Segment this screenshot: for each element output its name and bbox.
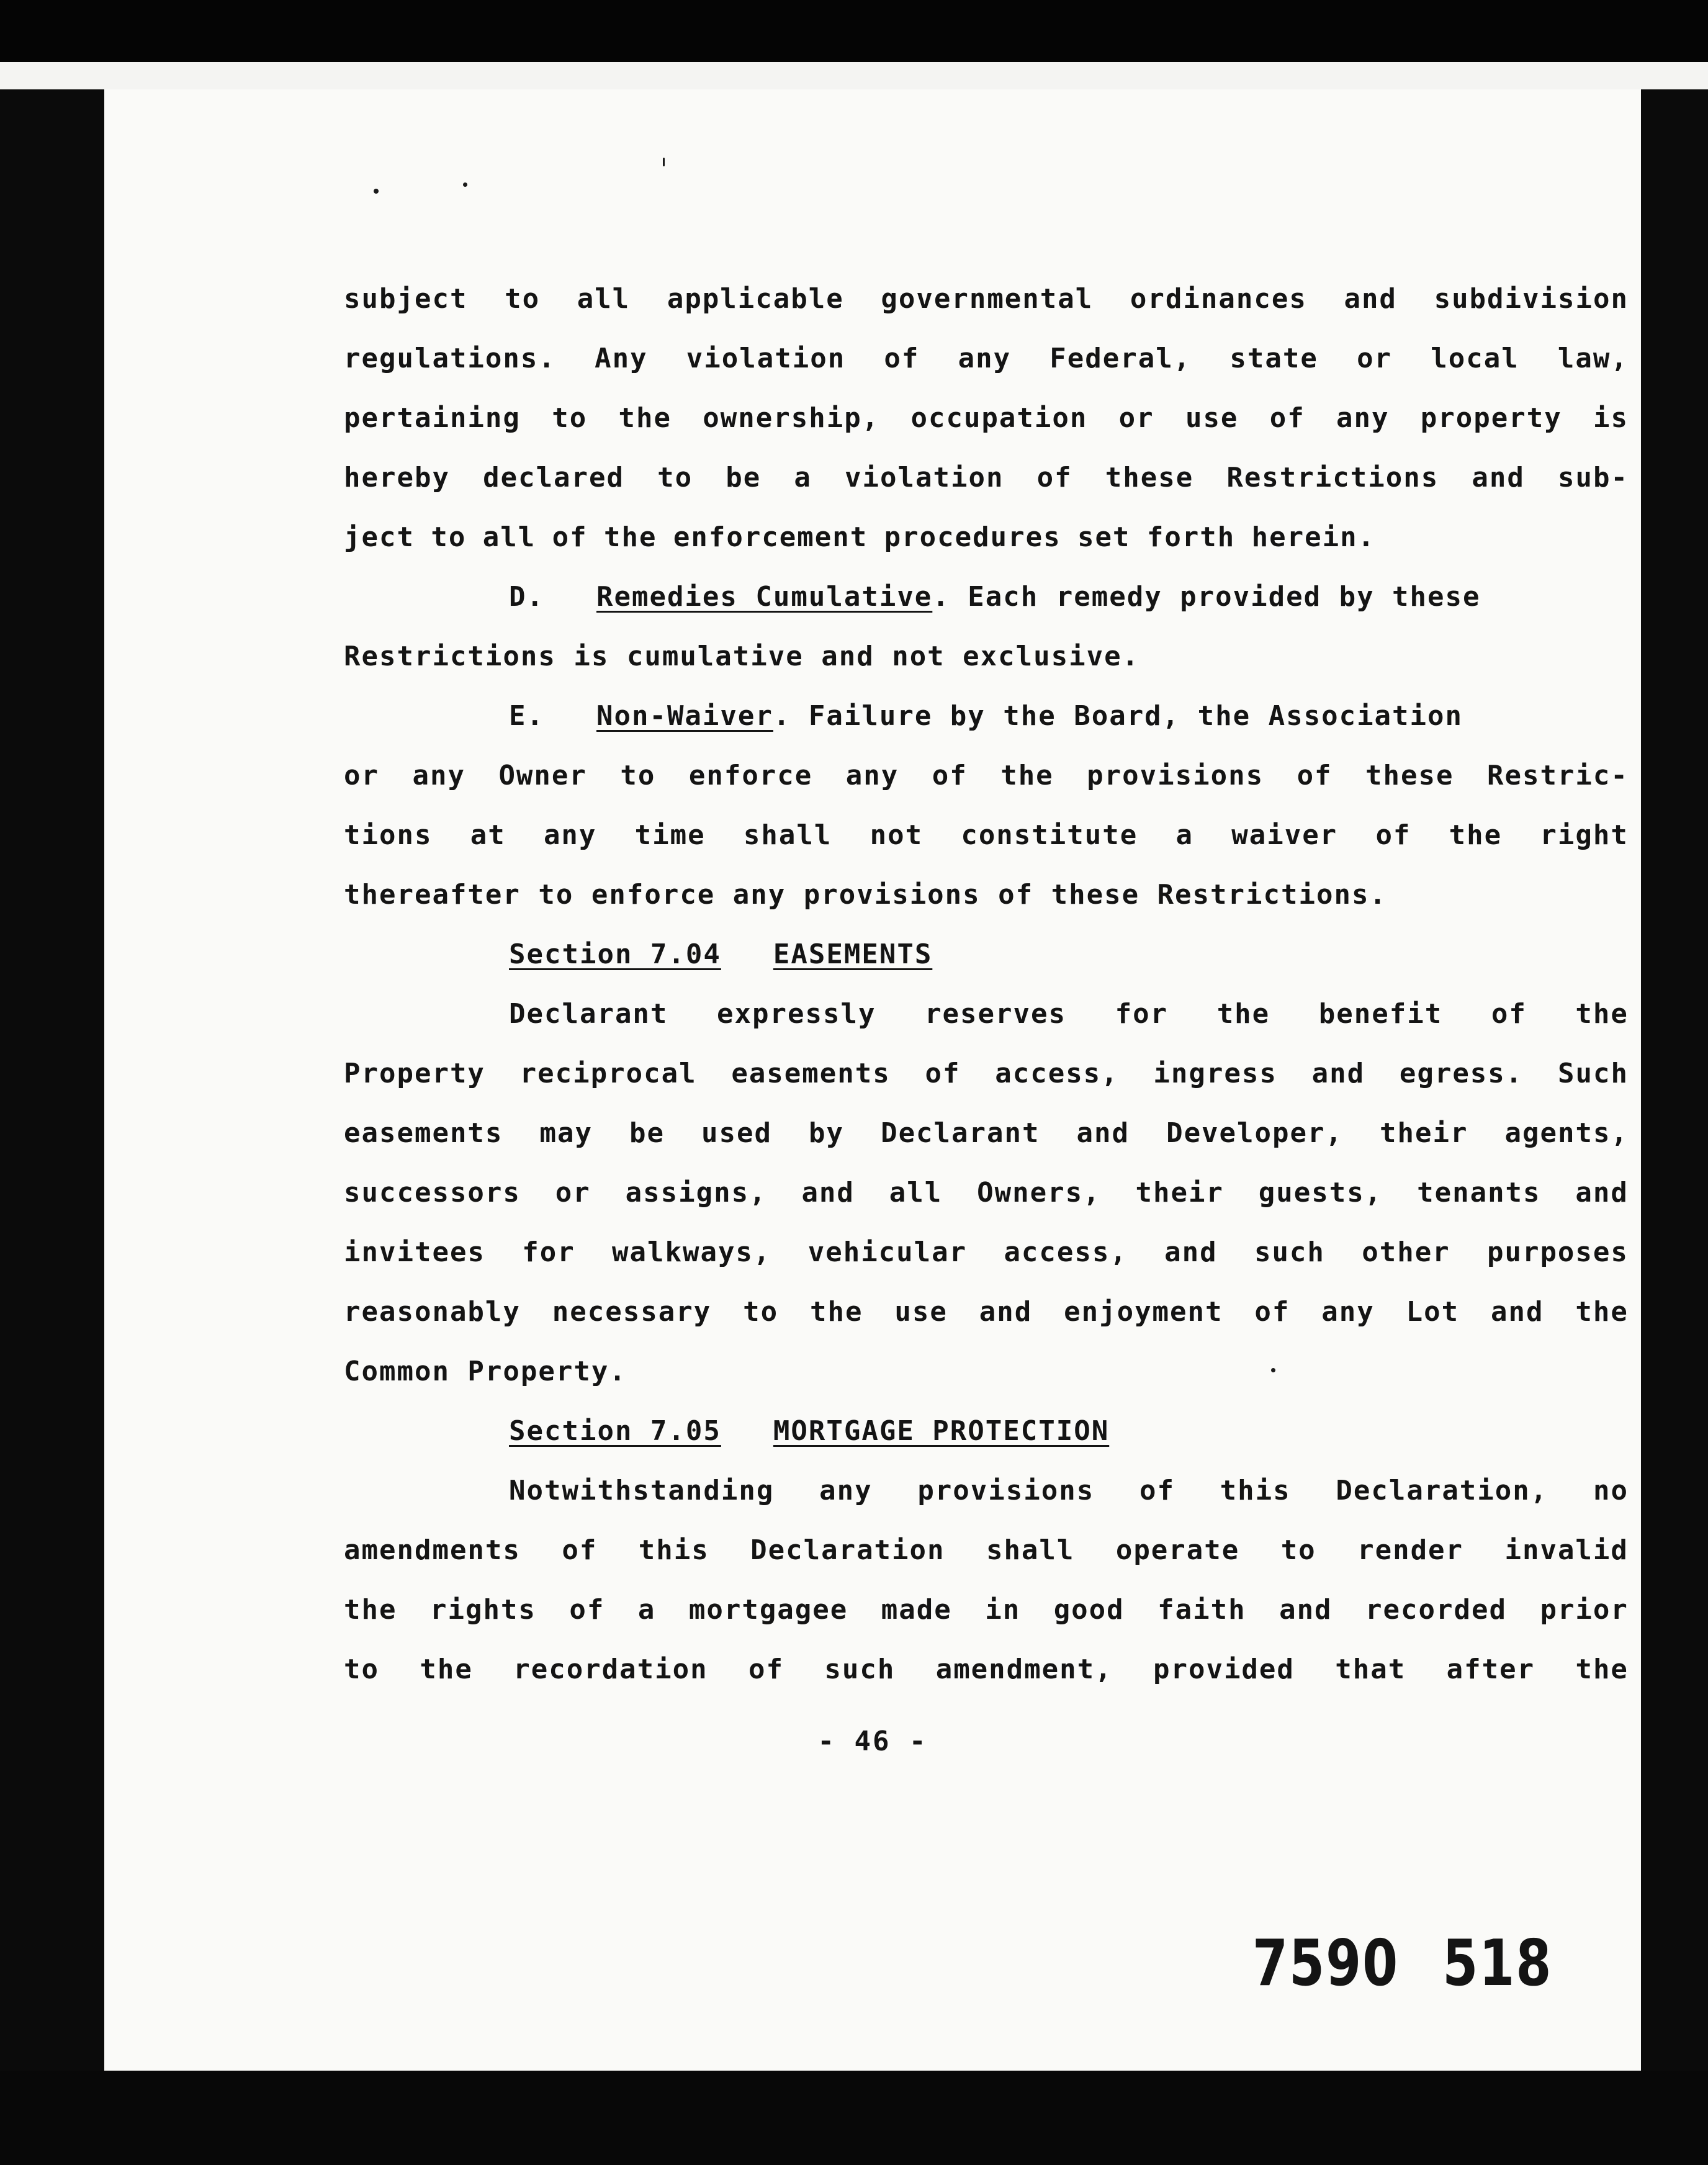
word: hereby [344, 462, 450, 493]
word: of [1375, 819, 1411, 851]
word: and [1279, 1594, 1333, 1626]
word: Such [1558, 1058, 1629, 1089]
word: prior [1540, 1594, 1629, 1626]
word: vehicular [807, 1236, 968, 1268]
word: right [1540, 819, 1629, 851]
word: the [1449, 819, 1503, 851]
word: provisions [1087, 760, 1264, 791]
word: Developer, [1166, 1117, 1343, 1149]
word: and [1076, 1117, 1130, 1149]
section-d-title: Remedies Cumulative [596, 581, 933, 613]
word: Lot [1406, 1296, 1460, 1328]
word: successors [344, 1177, 521, 1209]
text-line [344, 1580, 1629, 1640]
word: recorded [1365, 1594, 1507, 1626]
word: this [1220, 1475, 1291, 1506]
word: Declarant [881, 1117, 1040, 1149]
section-d-second-line [344, 627, 1629, 686]
text-line [344, 329, 1629, 389]
word: property [1420, 402, 1562, 434]
section-704-last-line [344, 1342, 1629, 1402]
word: other [1362, 1236, 1450, 1268]
word: enjoyment [1064, 1296, 1223, 1328]
word: or [1357, 343, 1393, 374]
word: access, [1004, 1236, 1128, 1268]
text-line [344, 389, 1629, 448]
word: to [344, 1654, 379, 1685]
word: of [1297, 760, 1333, 791]
word: the [420, 1654, 473, 1685]
scan-top-band [0, 62, 1708, 89]
word: egress. [1399, 1058, 1524, 1089]
word: forth [1146, 521, 1236, 553]
word: Any [595, 343, 648, 374]
word: occupation [910, 402, 1088, 434]
word: enforcement [673, 521, 868, 553]
word: of [569, 1594, 605, 1626]
word: applicable [667, 283, 844, 315]
word: the [603, 521, 657, 553]
word: Restric- [1486, 760, 1629, 791]
word: law, [1557, 343, 1629, 374]
word: the [1000, 760, 1054, 791]
word: provided [1153, 1654, 1295, 1685]
word: and [1344, 283, 1397, 315]
scan-top-border [0, 0, 1708, 62]
word: Owners, [977, 1177, 1101, 1209]
section-704-title: EASEMENTS [773, 938, 933, 970]
word: a [1175, 819, 1193, 851]
word: reasonably [344, 1296, 521, 1328]
word: easements [344, 1117, 503, 1149]
word: violation [686, 343, 846, 374]
text-line [344, 984, 1629, 1044]
word: governmental [881, 283, 1094, 315]
word: the [1575, 998, 1629, 1030]
word: amendment, [935, 1654, 1113, 1685]
word: sub- [1557, 462, 1629, 493]
word: Notwithstanding [509, 1475, 775, 1506]
word: guests, [1258, 1177, 1383, 1209]
stamp-page-number: 518 [1442, 1927, 1553, 2001]
word: any [819, 1475, 873, 1506]
word: easements [731, 1058, 891, 1089]
word: pertaining [344, 402, 521, 434]
text-line [344, 746, 1629, 806]
section-e-title: Non-Waiver [596, 700, 773, 732]
word: any [958, 343, 1012, 374]
word: ownership, [703, 402, 880, 434]
word: and [979, 1296, 1033, 1328]
word: the [1575, 1296, 1629, 1328]
word: any [412, 760, 465, 791]
section-704-first-line [344, 984, 1629, 1044]
word: to [657, 462, 693, 493]
word: expressly [717, 998, 876, 1030]
section-704-lines [344, 1044, 1629, 1342]
section-e-line1-rest: . Failure by the Board, the Association [773, 700, 1463, 732]
word: to [505, 283, 541, 315]
word: procedures [884, 521, 1061, 553]
stamp-book-number: 7590 [1252, 1927, 1400, 2001]
word: these [1105, 462, 1194, 493]
word: violation [845, 462, 1004, 493]
word: of [1269, 402, 1305, 434]
word: ject [344, 521, 415, 553]
word: reserves [925, 998, 1066, 1030]
word: to [552, 402, 588, 434]
word: of [932, 760, 968, 791]
word: constitute [961, 819, 1138, 851]
text-line [344, 1282, 1629, 1342]
word: their [1135, 1177, 1224, 1209]
word: Owner [498, 760, 587, 791]
word: of [925, 1058, 961, 1089]
word: be [629, 1117, 665, 1149]
word: operate [1115, 1534, 1240, 1566]
section-705-first-line [344, 1461, 1629, 1521]
word: all [889, 1177, 943, 1209]
section-704-number: Section 7.04 [509, 938, 721, 970]
word: to [1280, 1534, 1316, 1566]
word: mortgagee [688, 1594, 848, 1626]
word: may [539, 1117, 593, 1149]
word: waiver [1231, 819, 1338, 851]
text-line [344, 806, 1629, 865]
word: of [1036, 462, 1072, 493]
word: Declaration, [1336, 1475, 1548, 1506]
word: invitees [344, 1236, 485, 1268]
word: Federal, [1050, 343, 1192, 374]
section-d-letter: D. [509, 581, 544, 613]
text-line [344, 448, 1629, 508]
word: Declarant [509, 998, 668, 1030]
section-e-lines [344, 746, 1629, 865]
word: any [543, 819, 597, 851]
word: for [1115, 998, 1169, 1030]
word: and [801, 1177, 855, 1209]
word: local [1431, 343, 1519, 374]
word: such [1254, 1236, 1325, 1268]
word: and [1491, 1296, 1544, 1328]
word: such [824, 1654, 896, 1685]
word: of [1139, 1475, 1175, 1506]
word: good [1053, 1594, 1125, 1626]
word: herein. [1251, 521, 1376, 553]
word: Property [344, 1058, 485, 1089]
word: Restrictions [1226, 462, 1439, 493]
word: be [726, 462, 762, 493]
word: ordinances [1130, 283, 1307, 315]
scan-speck [463, 182, 467, 187]
word: subject [344, 283, 468, 315]
text-line [344, 1461, 1629, 1521]
word: declared [483, 462, 625, 493]
word: to [620, 760, 656, 791]
section-e-last-text: thereafter to enforce any provisions of these Restrictions. [344, 879, 1387, 911]
word: benefit [1318, 998, 1443, 1030]
word: the [344, 1594, 397, 1626]
word: reciprocal [519, 1058, 697, 1089]
section-e-first-line [344, 686, 1629, 746]
word: this [638, 1534, 709, 1566]
word: provisions [917, 1475, 1095, 1506]
word: enforce [688, 760, 813, 791]
word: use [894, 1296, 948, 1328]
section-704-heading [344, 925, 1629, 984]
word: made [881, 1594, 952, 1626]
word: and [1164, 1236, 1218, 1268]
word: and [1311, 1058, 1365, 1089]
word: use [1185, 402, 1239, 434]
word: tions [344, 819, 433, 851]
word: of [1491, 998, 1527, 1030]
word: any [845, 760, 899, 791]
word: at [470, 819, 506, 851]
word: for [522, 1236, 575, 1268]
word: that [1335, 1654, 1406, 1685]
section-705-title: MORTGAGE PROTECTION [773, 1415, 1110, 1447]
word: the [1575, 1654, 1629, 1685]
text-line [344, 1104, 1629, 1163]
text-line [344, 508, 1629, 567]
word: set [1077, 521, 1131, 553]
word: recordation [513, 1654, 708, 1685]
word: faith [1157, 1594, 1246, 1626]
word: by [809, 1117, 845, 1149]
word: a [637, 1594, 656, 1626]
word: access, [995, 1058, 1119, 1089]
word: Declaration [750, 1534, 945, 1566]
recording-stamp [1252, 1927, 1552, 2001]
word: or [344, 760, 379, 791]
word: of [884, 343, 920, 374]
text-line [344, 1640, 1629, 1699]
section-705-heading [344, 1402, 1629, 1461]
word: necessary [552, 1296, 712, 1328]
word: time [634, 819, 706, 851]
text-line [344, 1044, 1629, 1104]
word: the [809, 1296, 863, 1328]
section-705-number: Section 7.05 [509, 1415, 721, 1447]
text-line [344, 269, 1629, 329]
word: shall [743, 819, 832, 851]
word: amendments [344, 1534, 521, 1566]
section-d-line2: Restrictions is cumulative and not exclusive. [344, 641, 1140, 672]
word: ingress [1153, 1058, 1277, 1089]
section-705-lines [344, 1521, 1629, 1699]
word: of [1254, 1296, 1290, 1328]
word: and [1472, 462, 1525, 493]
word: rights [429, 1594, 536, 1626]
word: a [794, 462, 812, 493]
word: tenants [1417, 1177, 1541, 1209]
word: assigns, [625, 1177, 767, 1209]
word: is [1593, 402, 1629, 434]
word: used [701, 1117, 772, 1149]
section-d-first-line [344, 567, 1629, 627]
word: all [482, 521, 536, 553]
word: of [552, 521, 588, 553]
document-page [104, 89, 1641, 2071]
word: shall [986, 1534, 1075, 1566]
word: not [870, 819, 924, 851]
word: and [1575, 1177, 1629, 1209]
text-line [344, 1521, 1629, 1580]
word: walkways, [612, 1236, 771, 1268]
word: no [1593, 1475, 1629, 1506]
word: in [985, 1594, 1021, 1626]
word: the [618, 402, 672, 434]
section-d-line1-rest: . Each remedy provided by these [932, 581, 1481, 613]
word: purposes [1486, 1236, 1629, 1268]
word: invalid [1504, 1534, 1629, 1566]
continuation-paragraph [344, 269, 1629, 567]
word: after [1446, 1654, 1535, 1685]
scan-speck [374, 189, 379, 194]
word: any [1336, 402, 1390, 434]
word: any [1321, 1296, 1375, 1328]
page-number: - 46 - [817, 1726, 928, 1757]
scan-speck [663, 158, 665, 166]
word: of [562, 1534, 598, 1566]
section-704-last-text: Common Property. [344, 1356, 627, 1387]
text-line [344, 1163, 1629, 1223]
word: agents, [1504, 1117, 1629, 1149]
word: subdivision [1434, 283, 1629, 315]
text-line [344, 1223, 1629, 1282]
word: or [555, 1177, 591, 1209]
word: of [748, 1654, 784, 1685]
word: to [431, 521, 467, 553]
word: state [1229, 343, 1318, 374]
word: all [577, 283, 631, 315]
word: render [1357, 1534, 1464, 1566]
word: these [1365, 760, 1454, 791]
word: or [1118, 402, 1154, 434]
section-e-last-line [344, 865, 1629, 925]
word: their [1380, 1117, 1468, 1149]
section-e-letter: E. [509, 700, 544, 732]
word: to [743, 1296, 779, 1328]
body-text [344, 269, 1629, 1699]
word: the [1216, 998, 1270, 1030]
word: regulations. [344, 343, 556, 374]
scan-bottom-border [0, 2071, 1708, 2165]
